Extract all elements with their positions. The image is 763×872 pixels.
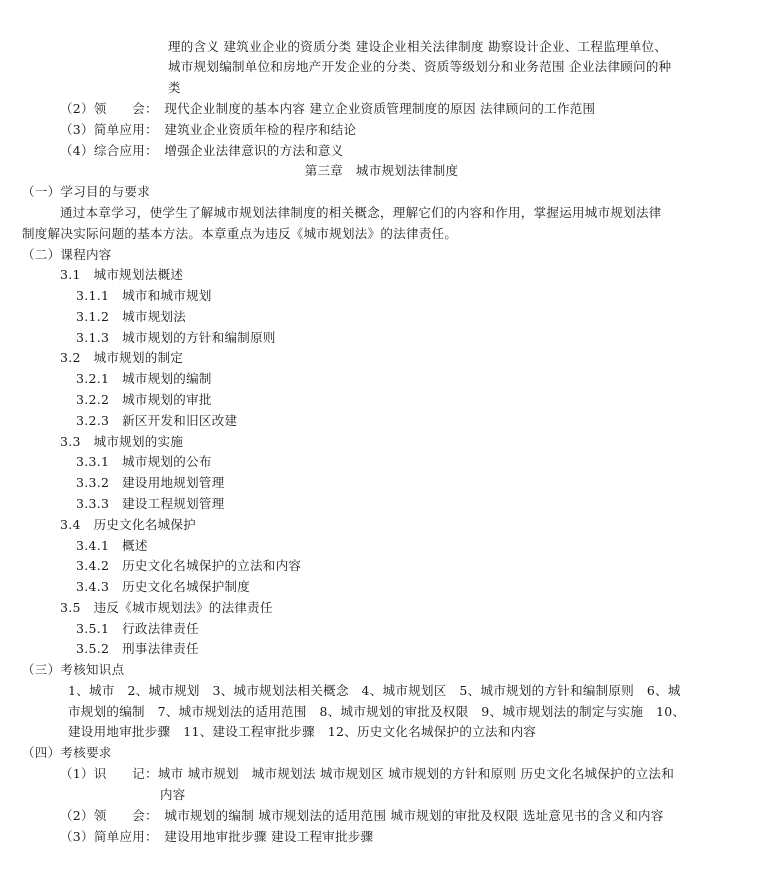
prev-synthetic-application-item: （4）综合应用： 增强企业法律意识的方法和意义 [60, 143, 344, 158]
section-heading-course-content: （二）课程内容 [22, 247, 112, 262]
section-heading-requirements: （四）考核要求 [22, 745, 112, 760]
prev-requirement-line-1: 理的含义 建筑业企业的资质分类 建设企业相关法律制度 勘察设计企业、工程监理单位、 [168, 39, 668, 54]
objectives-paragraph-line-2: 制度解决实际问题的基本方法。本章重点为违反《城市规划法》的法律责任。 [22, 226, 458, 241]
outline-item-3-5: 3.5 违反《城市规划法》的法律责任 [60, 600, 273, 615]
requirement-memorize-line-1: （1）识 记：城市 城市规划 城市规划法 城市规划区 城市规划的方针和原则 历史文化名城保护的立法和 [60, 766, 675, 781]
objectives-paragraph-line-1: 通过本章学习，使学生了解城市规划法律制度的相关概念，理解它们的内容和作用，掌握运用城市规划法律 [60, 205, 662, 220]
outline-item-3-4-3: 3.4.3 历史文化名城保护制度 [76, 579, 251, 594]
outline-item-3-4-1: 3.4.1 概述 [76, 538, 148, 553]
section-heading-knowledge-points: （三）考核知识点 [22, 662, 125, 677]
prev-comprehend-item: （2）领 会： 现代企业制度的基本内容 建立企业资质管理制度的原因 法律顾问的工作范围 [60, 101, 596, 116]
section-heading-objectives: （一）学习目的与要求 [22, 184, 151, 199]
outline-item-3-4-2: 3.4.2 历史文化名城保护的立法和内容 [76, 558, 302, 573]
outline-item-3-3-3: 3.3.3 建设工程规划管理 [76, 496, 225, 511]
requirement-memorize-line-2: 内容 [160, 787, 186, 802]
knowledge-points-line-2: 市规划的编制 7、城市规划法的适用范围 8、城市规划的审批及权限 9、城市规划法的制定与实施 10、 [68, 704, 686, 719]
outline-item-3-5-1: 3.5.1 行政法律责任 [76, 621, 199, 636]
outline-item-3-3-2: 3.3.2 建设用地规划管理 [76, 475, 225, 490]
requirement-comprehend: （2）领 会： 城市规划的编制 城市规划法的适用范围 城市规划的审批及权限 选址意见书的含义和内容 [60, 808, 664, 823]
outline-item-3-1-1: 3.1.1 城市和城市规划 [76, 288, 212, 303]
prev-requirement-line-2: 城市规划编制单位和房地产开发企业的分类、资质等级划分和业务范围 企业法律顾问的种 [168, 59, 672, 74]
knowledge-points-line-3: 建设用地审批步骤 11、建设工程审批步骤 12、历史文化名城保护的立法和内容 [68, 724, 537, 739]
outline-item-3-5-2: 3.5.2 刑事法律责任 [76, 641, 199, 656]
outline-item-3-3-1: 3.3.1 城市规划的公布 [76, 454, 212, 469]
prev-requirement-line-3: 类 [168, 80, 181, 95]
outline-item-3-1-3: 3.1.3 城市规划的方针和编制原则 [76, 330, 276, 345]
knowledge-points-line-1: 1、城市 2、城市规划 3、城市规划法相关概念 4、城市规划区 5、城市规划的方针和编制原则 6、城 [68, 683, 681, 698]
outline-item-3-1-2: 3.1.2 城市规划法 [76, 309, 187, 324]
outline-item-3-2: 3.2 城市规划的制定 [60, 350, 184, 365]
requirement-simple-application: （3）简单应用： 建设用地审批步骤 建设工程审批步骤 [60, 829, 374, 844]
chapter-title: 第三章 城市规划法律制度 [304, 163, 459, 178]
outline-item-3-4: 3.4 历史文化名城保护 [60, 517, 196, 532]
outline-item-3-2-3: 3.2.3 新区开发和旧区改建 [76, 413, 238, 428]
outline-item-3-3: 3.3 城市规划的实施 [60, 434, 184, 449]
outline-item-3-1: 3.1 城市规划法概述 [60, 267, 184, 282]
outline-item-3-2-1: 3.2.1 城市规划的编制 [76, 371, 212, 386]
prev-simple-application-item: （3）简单应用： 建筑业企业资质年检的程序和结论 [60, 122, 357, 137]
outline-item-3-2-2: 3.2.2 城市规划的审批 [76, 392, 212, 407]
